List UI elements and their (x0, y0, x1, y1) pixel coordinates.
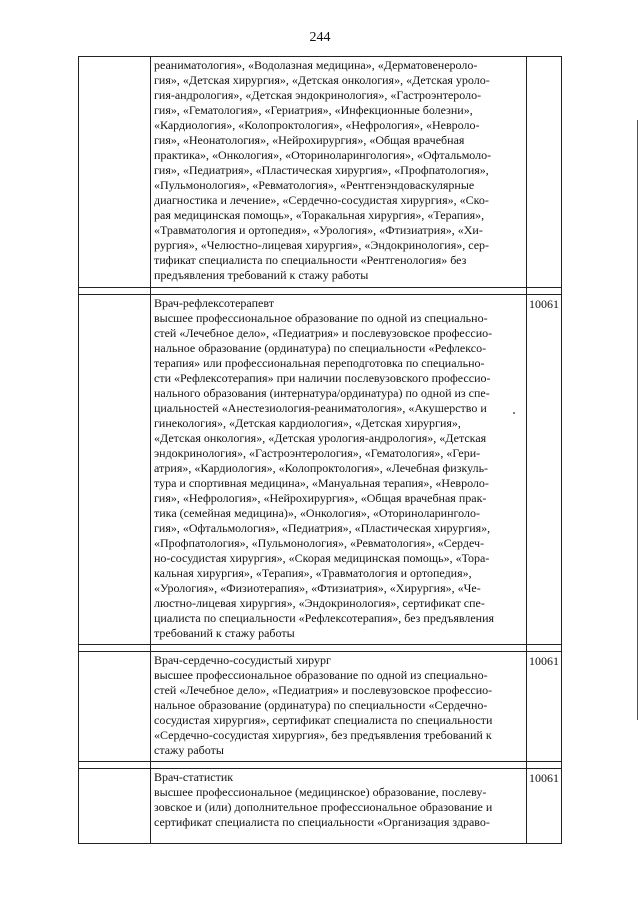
scan-speck (513, 412, 515, 414)
gap-cell (79, 288, 151, 295)
empty-cell (79, 57, 151, 288)
row-gap (79, 288, 562, 295)
requirements-text: высшее профессиональное образование по одной из специально- стей «Лечебное дело», «Педиатрия» и послевузовское профессио- нальное образование (ординатура) по специальности «Сердечно- сосудистая хирургия», сертификат специалиста по специальности «Сердечно-сосудистая хирургия», без предъявления требований к стажу работы (154, 668, 493, 757)
code-cell: 10061 (527, 295, 562, 645)
scan-edge-line (637, 120, 638, 720)
empty-cell (79, 295, 151, 645)
table-row (79, 652, 562, 762)
requirements-text: высшее профессиональное образование по одной из специально- стей «Лечебное дело», «Педиатрия» и послевузовское профессио- нальное образование (ординатура) по специальности «Рефлексо- терапия» или профессиональная переподготовка по специально- сти «Рефлексотерапия» при наличии послевузовского профессио- нального образования (интернатура/ординатура) по одной из спе- циальностей «Анестезиология-реаниматология», «Акушерство и гинекология», «Детская кардиология», «Детская хирургия», «Детская онкология», «Детская урология-андрология», «Детская эндокринология», «Гастроэнтерология», «Гематология», «Гери- атрия», «Кардиология», «Колопроктология», «Лечебная физкуль- тура и спортивная медицина», «Мануальная терапия», «Невроло- гия», «Нефрология», «Нейрохирургия», «Общая врачебная прак- тика (семейная медицина)», «Онкология», «Оториноларинголо- гия», «Офтальмология», «Педиатрия», «Пластическая хирургия», «Профпатология», «Пульмонология», «Ревматология», «Сердеч- но-сосудистая хирургия», «Скорая медицинская помощь», «Тора- кальная хирургия», «Терапия», «Травматология и ортопедия», «Урология», «Физиотерапия», «Фтизиатрия», «Хирургия», «Че- люстно-лицевая хирургия», «Эндокринология», сертификат спе- циалиста по специальности «Рефлексотерапия», без предъявления требований к стажу работы (154, 311, 495, 640)
row-gap (79, 645, 562, 652)
requirements-text: реаниматология», «Водолазная медицина», «Дерматовенероло- гия», «Детская хирургия», «Детская онкология», «Детская уроло- гия-андрология», «Детская эндокринология», «Гастроэнтероло- гия», «Гематология», «Гериатрия», «Инфекционные болезни», «Кардиология», «Колопроктология», «Нефрология», «Невроло- гия», «Неонатология», «Нейрохирургия», «Общая врачебная практика», «Онкология», «Оториноларингология», «Офтальмоло- гия», «Педиатрия», «Пластическая хирургия», «Профпатология», «Пульмонология», «Ревматология», «Рентгенэндоваскулярные диагностика и лечение», «Сердечно-сосудистая хирургия», «Ско- рая медицинская помощь», «Торакальная хирургия», «Терапия», «Травматология и ортопедия», «Урология», «Фтизиатрия», «Хи- рургия», «Челюстно-лицевая хирургия», «Эндокринология», сер- тификат специалиста по специальности «Рентгенология» без предъявления требований к стажу работы (154, 58, 492, 282)
code-cell: 10061 (527, 769, 562, 844)
qualification-cell (151, 57, 527, 288)
table-row (79, 295, 562, 645)
table-row (79, 57, 562, 288)
qualification-cell (151, 295, 527, 645)
position-title: Врач-статистик (154, 770, 234, 784)
position-title: Врач-рефлексотерапевт (154, 296, 274, 310)
position-title: Врач-сердечно-сосудистый хирург (154, 653, 331, 667)
empty-cell (79, 652, 151, 762)
page-number: 244 (309, 30, 331, 45)
gap-cell (79, 762, 151, 769)
qualification-cell (151, 769, 527, 844)
requirements-text: высшее профессиональное (медицинское) образование, послеву- зовское и (или) дополнительное профессиональное образование и сертификат специалиста по специальности «Организация здраво- (154, 785, 493, 829)
code-cell (527, 57, 562, 288)
gap-cell (151, 645, 527, 652)
qualification-cell (151, 652, 527, 762)
gap-cell (527, 645, 562, 652)
gap-cell (79, 645, 151, 652)
qualification-table (78, 56, 562, 844)
gap-cell (527, 762, 562, 769)
table-row (79, 769, 562, 844)
code-cell: 10061 (527, 652, 562, 762)
gap-cell (527, 288, 562, 295)
gap-cell (151, 762, 527, 769)
empty-cell (79, 769, 151, 844)
gap-cell (151, 288, 527, 295)
row-gap (79, 762, 562, 769)
